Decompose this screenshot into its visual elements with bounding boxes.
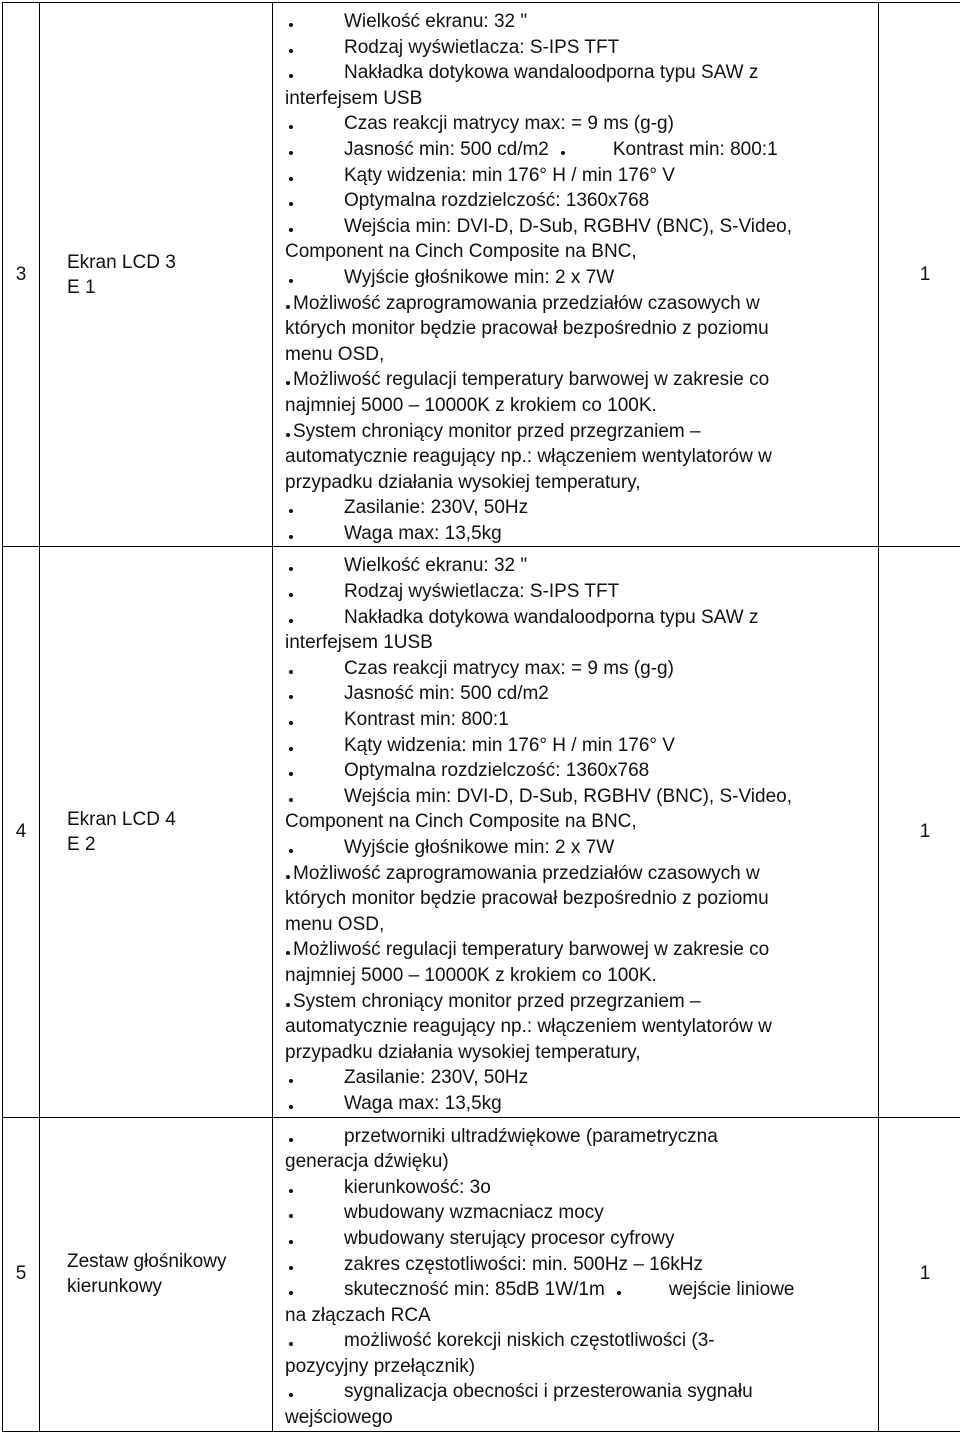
spec-text: Zasilanie: 230V, 50Hz (344, 1067, 528, 1088)
spec-text: możliwość korekcji niskich częstotliwości (3- (344, 1330, 715, 1351)
spec-text: Waga max: 13,5kg (344, 1093, 502, 1114)
spec-text: zakres częstotliwości: min. 500Hz – 16kHz (344, 1254, 703, 1275)
spec-text: Waga max: 13,5kg (344, 523, 502, 544)
spec-text: System chroniący monitor przed przegrzaniem – (293, 991, 701, 1012)
spec-line (285, 1200, 878, 1226)
spec-text: menu OSD, (285, 344, 384, 365)
spec-text: Wielkość ekranu: 32 " (344, 11, 527, 32)
quantity-cell: 1 (879, 3, 960, 547)
spec-line (285, 137, 878, 163)
spec-line (285, 1226, 878, 1252)
spec-text: Zasilanie: 230V, 50Hz (344, 497, 528, 518)
specification-cell (273, 3, 879, 547)
spec-text: interfejsem USB (285, 88, 422, 109)
spec-text: Jasność min: 500 cd/m2 (344, 139, 549, 160)
spec-text: na złączach RCA (285, 1305, 431, 1326)
spec-line (285, 579, 878, 605)
spec-table (2, 2, 960, 1432)
spec-line (285, 630, 878, 656)
spec-text: kierunkowość: 3o (344, 1177, 491, 1198)
row-number: 3 (3, 3, 40, 547)
spec-text: Optymalna rozdzielczość: 1360x768 (344, 760, 649, 781)
spec-text: interfejsem 1USB (285, 632, 433, 653)
spec-line (285, 265, 878, 291)
spec-line (285, 1277, 878, 1303)
quantity-cell: 1 (879, 1117, 960, 1431)
spec-text: przetworniki ultradźwiękowe (parametryczna (344, 1126, 718, 1147)
spec-line (285, 605, 878, 631)
spec-line (285, 937, 878, 963)
table-row (3, 1117, 960, 1431)
spec-text: Kąty widzenia: min 176° H / min 176° V (344, 165, 675, 186)
item-name-line: Ekran LCD 3 (67, 250, 272, 275)
spec-line (285, 470, 878, 496)
spec-line (285, 521, 878, 547)
spec-text: przypadku działania wysokiej temperatury, (285, 1042, 641, 1063)
spec-line (285, 784, 878, 810)
table-row (3, 3, 960, 547)
spec-line (285, 444, 878, 470)
spec-text: Component na Cinch Composite na BNC, (285, 811, 637, 832)
spec-line (285, 963, 878, 989)
spec-line (285, 367, 878, 393)
spec-line (285, 495, 878, 521)
spec-text: Jasność min: 500 cd/m2 (344, 683, 549, 704)
spec-text: generacja dźwięku) (285, 1151, 449, 1172)
spec-text: Wyjście głośnikowe min: 2 x 7W (344, 837, 614, 858)
spec-line (285, 188, 878, 214)
spec-text: Czas reakcji matrycy max: = 9 ms (g-g) (344, 113, 674, 134)
spec-line (285, 291, 878, 317)
spec-text: Rodzaj wyświetlacza: S-IPS TFT (344, 581, 619, 602)
spec-text: pozycyjny przełącznik) (285, 1356, 475, 1377)
item-name-line: E 1 (67, 275, 272, 300)
spec-text: Możliwość regulacji temperatury barwowej w zakresie co (293, 939, 769, 960)
spec-text: menu OSD, (285, 914, 384, 935)
item-name-line: Zestaw głośnikowy (67, 1249, 272, 1274)
spec-text: Wejścia min: DVI-D, D-Sub, RGBHV (BNC), S-Video, (344, 216, 792, 237)
spec-line (285, 393, 878, 419)
spec-line (285, 758, 878, 784)
spec-line (285, 1379, 878, 1405)
spec-line (285, 733, 878, 759)
spec-line (285, 35, 878, 61)
spec-line (285, 342, 878, 368)
spec-line (285, 1252, 878, 1278)
spec-line (285, 809, 878, 835)
spec-text: najmniej 5000 – 10000K z krokiem co 100K. (285, 395, 657, 416)
spec-line (285, 835, 878, 861)
spec-line (285, 1040, 878, 1066)
spec-text: najmniej 5000 – 10000K z krokiem co 100K. (285, 965, 657, 986)
spec-text: Optymalna rozdzielczość: 1360x768 (344, 190, 649, 211)
spec-text: Czas reakcji matrycy max: = 9 ms (g-g) (344, 658, 674, 679)
spec-text: wejściowego (285, 1407, 393, 1428)
spec-line (285, 886, 878, 912)
item-name-line: E 2 (67, 832, 272, 857)
spec-text: Wielkość ekranu: 32 " (344, 555, 527, 576)
item-name-line: kierunkowy (67, 1274, 272, 1299)
spec-text: Rodzaj wyświetlacza: S-IPS TFT (344, 37, 619, 58)
spec-line (285, 239, 878, 265)
spec-text: automatycznie reagujący np.: włączeniem wentylatorów w (285, 1016, 772, 1037)
table-row (3, 547, 960, 1117)
spec-line (285, 214, 878, 240)
spec-line (285, 60, 878, 86)
spec-line (285, 163, 878, 189)
spec-text: Możliwość regulacji temperatury barwowej w zakresie co (293, 369, 769, 390)
spec-line (285, 989, 878, 1015)
spec-text: wejście liniowe (669, 1279, 795, 1300)
specification-cell (273, 1117, 879, 1431)
row-number: 4 (3, 547, 40, 1117)
spec-line (285, 656, 878, 682)
spec-line (285, 86, 878, 112)
item-name-cell (40, 3, 273, 547)
spec-text: których monitor będzie pracował bezpośrednio z poziomu (285, 888, 769, 909)
spec-line (285, 1354, 878, 1380)
spec-line (285, 861, 878, 887)
spec-line (285, 912, 878, 938)
quantity-cell: 1 (879, 547, 960, 1117)
spec-line (285, 1303, 878, 1329)
spec-line (285, 1091, 878, 1117)
spec-line (285, 681, 878, 707)
spec-table-body (3, 3, 960, 1432)
spec-line (285, 553, 878, 579)
spec-text: wbudowany wzmacniacz mocy (344, 1202, 604, 1223)
spec-line (285, 9, 878, 35)
spec-text: skuteczność min: 85dB 1W/1m (344, 1279, 605, 1300)
spec-text: Możliwość zaprogramowania przedziałów czasowych w (293, 293, 760, 314)
spec-text: wbudowany sterujący procesor cyfrowy (344, 1228, 675, 1249)
spec-text: System chroniący monitor przed przegrzaniem – (293, 421, 701, 442)
spec-line (285, 1149, 878, 1175)
spec-line (285, 1124, 878, 1150)
spec-text: Wejścia min: DVI-D, D-Sub, RGBHV (BNC), S-Video, (344, 786, 792, 807)
spec-line (285, 1328, 878, 1354)
spec-text: przypadku działania wysokiej temperatury, (285, 472, 641, 493)
spec-line (285, 1014, 878, 1040)
spec-text: Możliwość zaprogramowania przedziałów czasowych w (293, 863, 760, 884)
spec-line (285, 316, 878, 342)
spec-text: automatycznie reagujący np.: włączeniem wentylatorów w (285, 446, 772, 467)
spec-line (285, 111, 878, 137)
spec-text: Kontrast min: 800:1 (613, 139, 778, 160)
specification-cell (273, 547, 879, 1117)
item-name-cell (40, 547, 273, 1117)
spec-text: Nakładka dotykowa wandaloodporna typu SAW z (344, 62, 758, 83)
spec-text: Kąty widzenia: min 176° H / min 176° V (344, 735, 675, 756)
item-name-cell (40, 1117, 273, 1431)
spec-text: sygnalizacja obecności i przesterowania sygnału (344, 1381, 753, 1402)
row-number: 5 (3, 1117, 40, 1431)
spec-line (285, 707, 878, 733)
spec-text: Nakładka dotykowa wandaloodporna typu SAW z (344, 607, 758, 628)
spec-line (285, 1065, 878, 1091)
spec-line (285, 419, 878, 445)
spec-line (285, 1175, 878, 1201)
spec-text: Wyjście głośnikowe min: 2 x 7W (344, 267, 614, 288)
spec-text: Component na Cinch Composite na BNC, (285, 241, 637, 262)
spec-text: których monitor będzie pracował bezpośrednio z poziomu (285, 318, 769, 339)
spec-text: Kontrast min: 800:1 (344, 709, 509, 730)
item-name-line: Ekran LCD 4 (67, 807, 272, 832)
